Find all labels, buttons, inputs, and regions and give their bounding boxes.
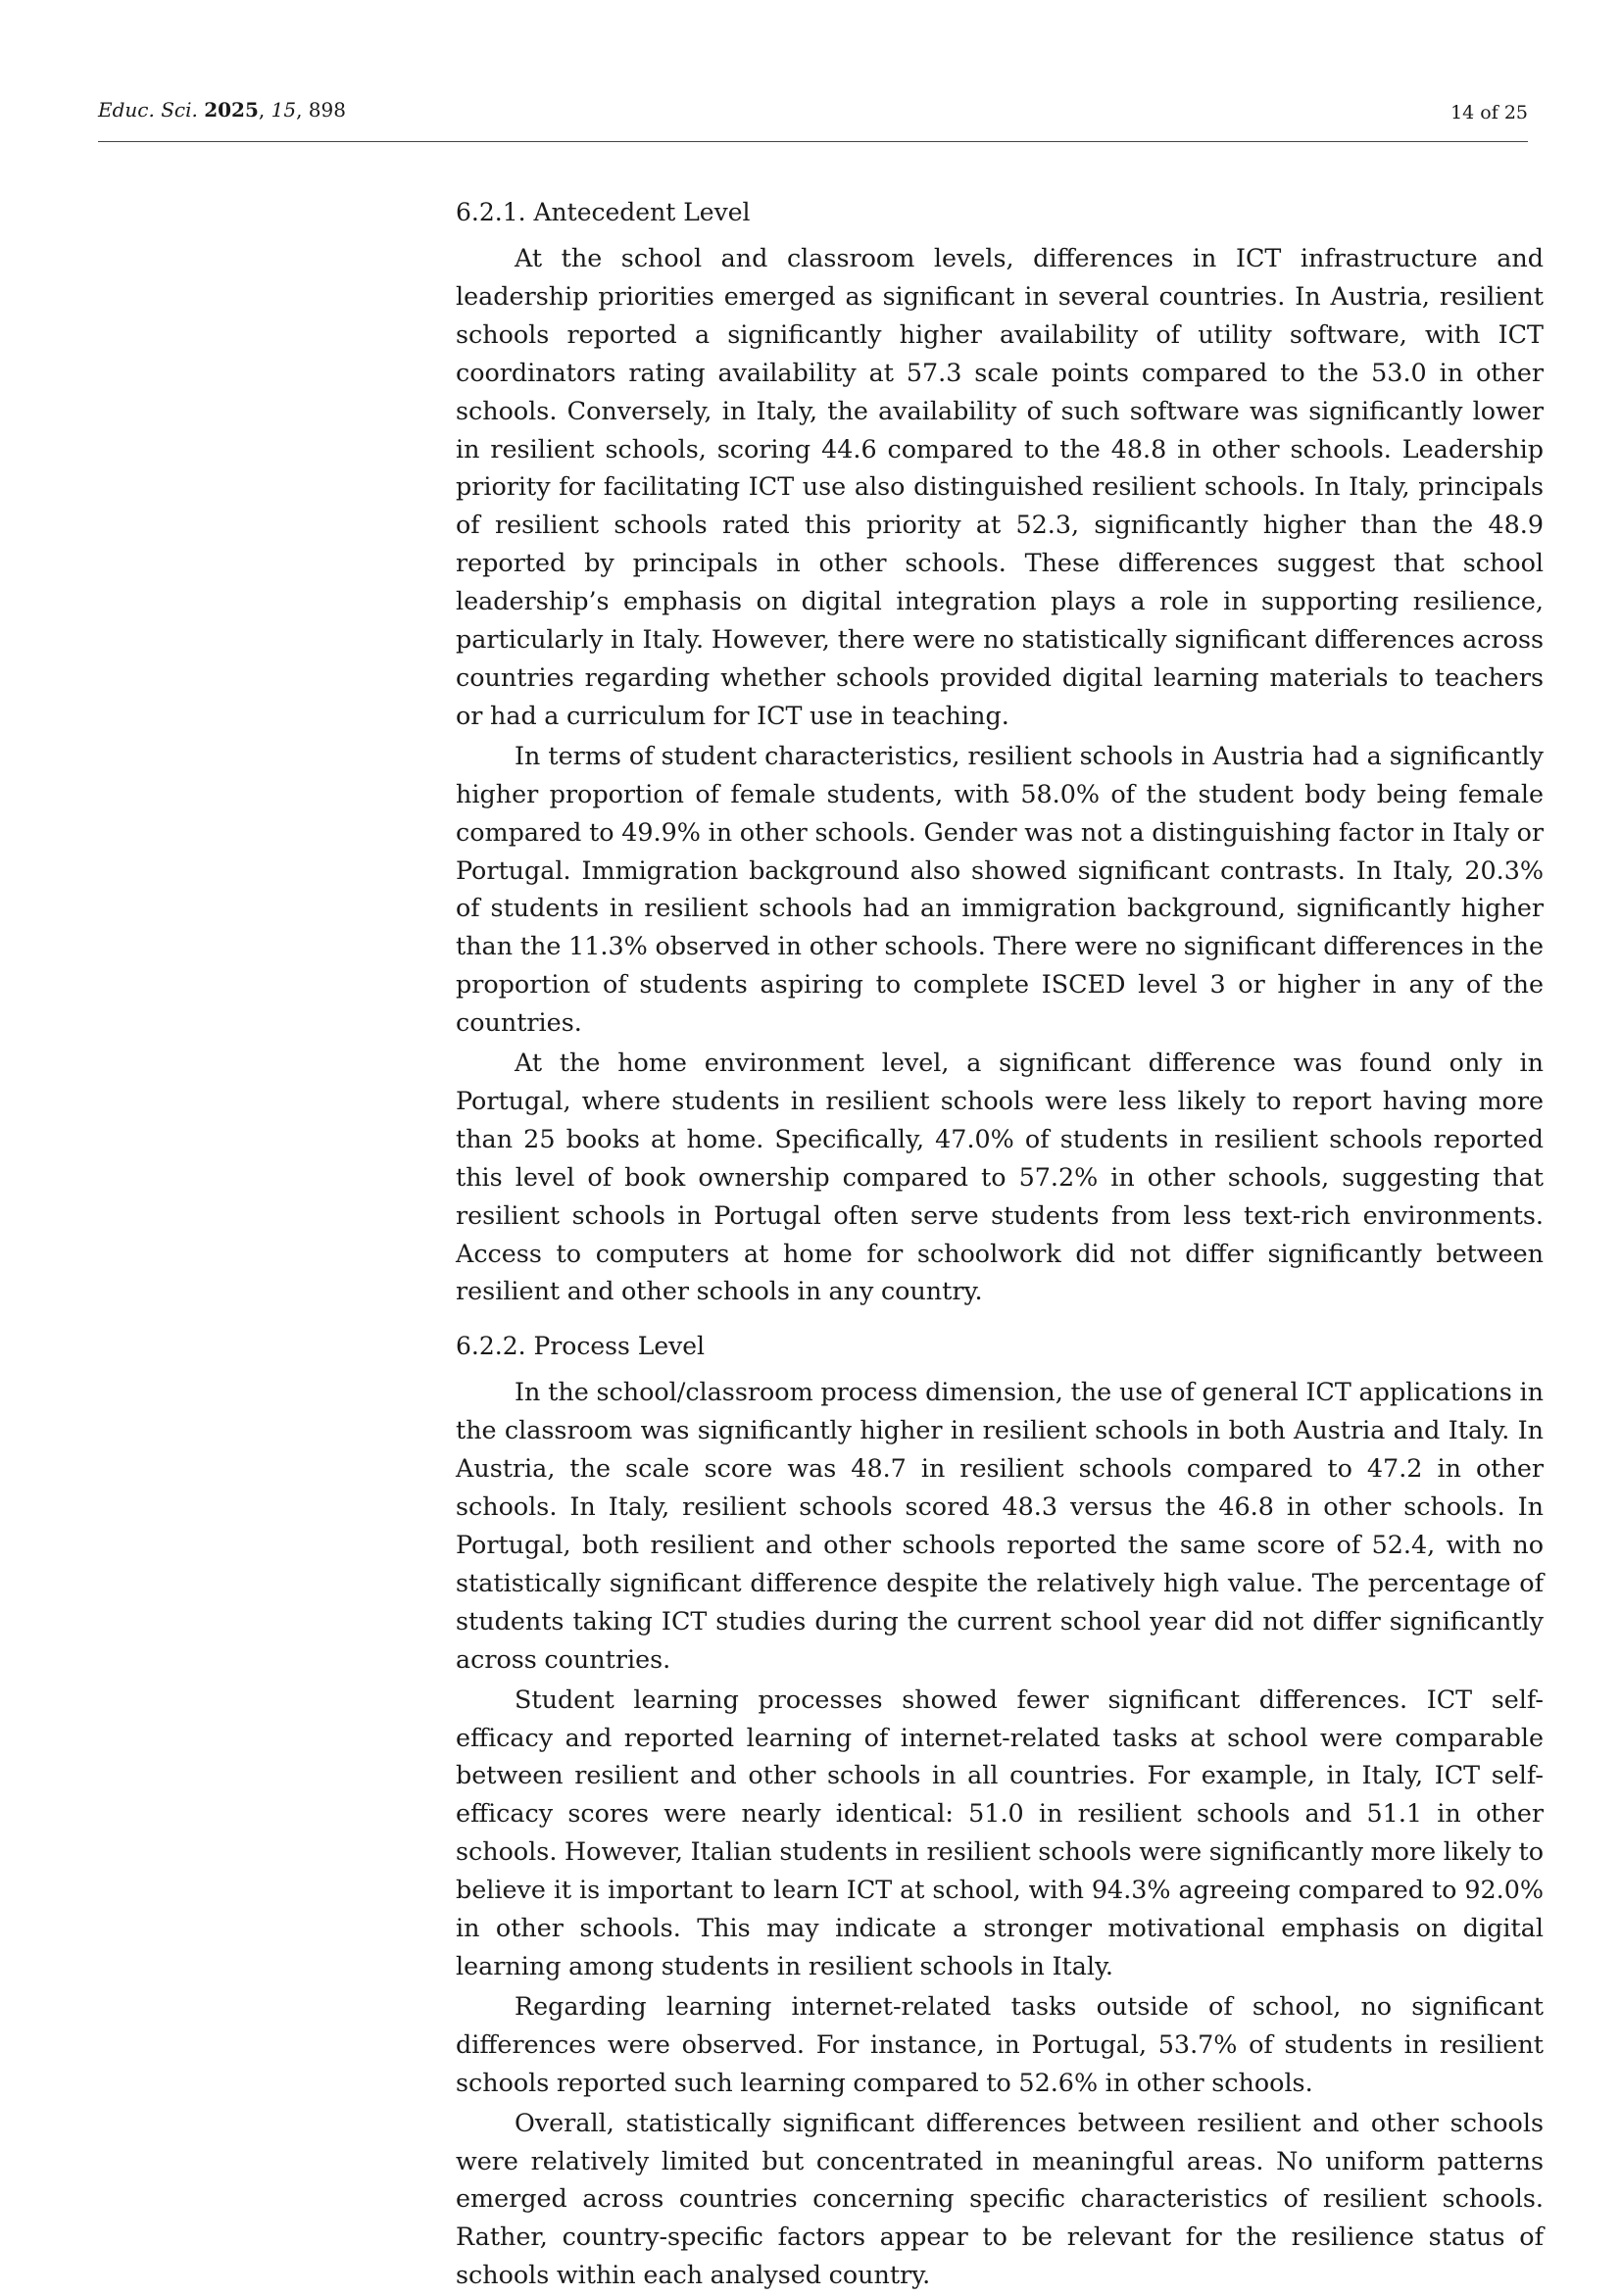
paragraph: Student learning processes showed fewer significant differences. ICT self-efficacy and reported learning of internet-related tasks at school were comparable between resilient and other schools in all countries. For example, in Italy, ICT self-efficacy scores were nearly identical: 51.0 in resilient schools and 51.1 in other schools. However, Italian students in resilient schools were significantly more likely to believe it is important to learn ICT at school, with 94.3% agreeing compared to 92.0% in other schools. This may indicate a stronger motivational emphasis on digital learning among students in resilient schools in Italy. bbox=[456, 1684, 1544, 1980]
journal-year: 2025 bbox=[204, 98, 259, 122]
section-heading-process: 6.2.2. Process Level bbox=[456, 1332, 706, 1361]
paragraph: At the school and classroom levels, differences in ICT infrastructure and leadership priorities emerged as significant in several countries. In Austria, resilient schools reported a significantly higher availability of utility software, with ICT coordinators rating availability at 57.3 scale points compared to the 53.0 in other schools. Conversely, in Italy, the availability of such software was significantly lower in resilient schools, scoring 44.6 compared to the 48.8 in other schools. Leadership priority for facilitating ICT use also distinguished resilient schools. In Italy, principals of resilient schools rated this priority at 52.3, significantly higher than the 48.9 reported by principals in other schools. These differences suggest that school leadership’s emphasis on digital integration plays a role in supporting resilience, particularly in Italy. However, there were no statistically significant differences across countries regarding whether schools provided digital learning materials to teachers or had a curriculum for ICT use in teaching. bbox=[456, 243, 1544, 730]
section-heading-antecedent: 6.2.1. Antecedent Level bbox=[456, 198, 751, 226]
paragraph: Regarding learning internet-related tasks outside of school, no significant differences were observed. For instance, in Portugal, 53.7% of students in resilient schools reported such learning compared to 52.6% in other schools. bbox=[456, 1990, 1544, 2097]
journal-citation: Educ. Sci. 2025, 15, 898 bbox=[98, 98, 346, 122]
journal-article: , 898 bbox=[296, 98, 346, 122]
page-number: 14 of 25 bbox=[1450, 102, 1528, 123]
paragraph: At the home environment level, a significant difference was found only in Portugal, where students in resilient schools were less likely to report having more than 25 books at home. Specifically, 47.0% of students in resilient schools reported this level of book ownership compared to 57.2% in other schools, suggesting that resilient schools in Portugal often serve students from less text-rich environments. Access to computers at home for schoolwork did not differ significantly between resilient and other schools in any country. bbox=[456, 1048, 1544, 1306]
journal-volume: 15 bbox=[270, 98, 297, 122]
paragraph: In the school/classroom process dimension, the use of general ICT applications in the classroom was significantly higher in resilient schools in both Austria and Italy. In Austria, the scale score was 48.7 in resilient schools compared to 47.2 in other schools. In Italy, resilient schools scored 48.3 versus the 46.8 in other schools. In Portugal, both resilient and other schools reported the same score of 52.4, with no statistically significant difference despite the relatively high value. The percentage of students taking ICT studies during the current school year did not differ significantly across countries. bbox=[456, 1377, 1544, 1674]
paragraph: In terms of student characteristics, resilient schools in Austria had a significantly higher proportion of female students, with 58.0% of the student body being female compared to 49.9% in other schools. Gender was not a distinguishing factor in Italy or Portugal. Immigration background also showed significant contrasts. In Italy, 20.3% of students in resilient schools had an immigration background, significantly higher than the 11.3% observed in other schools. There were no significant differences in the proportion of students aspiring to complete ISCED level 3 or higher in any of the countries. bbox=[456, 740, 1544, 1038]
article-body bbox=[456, 194, 1544, 2296]
page-header bbox=[98, 90, 1528, 142]
journal-name: Educ. Sci. bbox=[98, 98, 198, 122]
paragraph: Overall, statistically significant differences between resilient and other schools were relatively limited but concentrated in meaningful areas. No uniform patterns emerged across countries concerning specific characteristics of resilient schools. Rather, country-specific factors appear to be relevant for the resilience status of schools within each analysed country. bbox=[456, 2107, 1544, 2290]
